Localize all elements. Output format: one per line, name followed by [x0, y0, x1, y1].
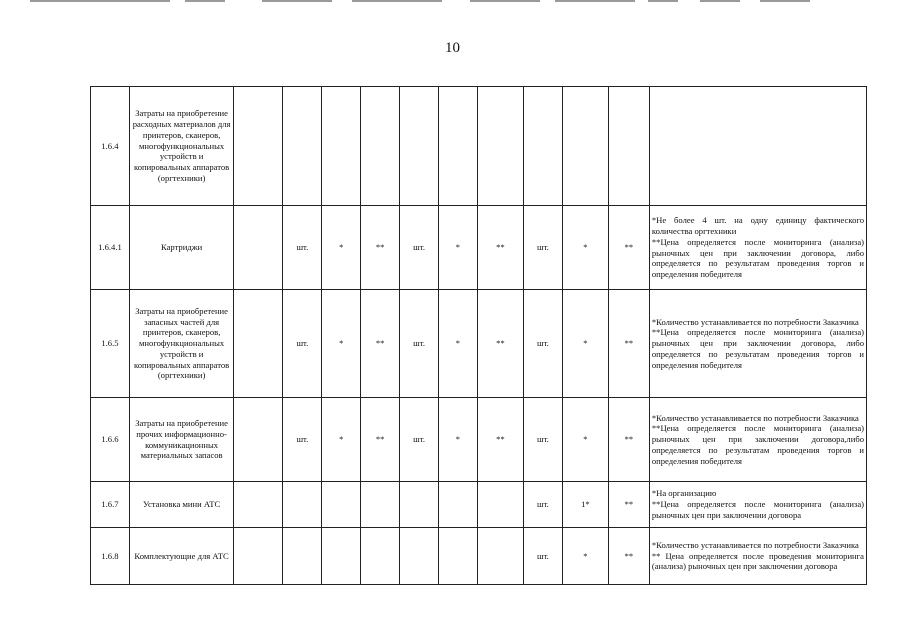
quantity-cell: * [562, 398, 608, 482]
note-line: ** Цена определяется после проведения мониторинга (анализа) рыночных цен при заключении договора [651, 550, 864, 572]
price-cell: ** [477, 290, 523, 398]
unit-cell: шт. [400, 398, 439, 482]
quantity-cell [322, 528, 361, 585]
price-cell: ** [608, 528, 649, 585]
blank-cell [234, 398, 283, 482]
note-line: *Количество устанавливается по потребности Заказчика [651, 316, 859, 327]
row-number: 1.6.8 [91, 528, 130, 585]
quantity-cell: * [439, 206, 478, 290]
note-cell [649, 206, 866, 290]
quantity-cell [439, 87, 478, 206]
table-row [91, 206, 867, 290]
quantity-cell: * [562, 528, 608, 585]
table-row [91, 87, 867, 206]
price-cell: ** [477, 206, 523, 290]
price-cell [361, 528, 400, 585]
unit-cell: шт. [523, 398, 562, 482]
unit-cell: шт. [283, 290, 322, 398]
quantity-cell [322, 87, 361, 206]
table-row [91, 290, 867, 398]
note-line: *Количество устанавливается по потребности Заказчика [651, 539, 859, 550]
note-line: *Не более 4 шт. на одну единицу фактического количества оргтехники [651, 215, 864, 236]
quantity-cell [439, 528, 478, 585]
unit-cell: шт. [523, 206, 562, 290]
quantity-cell: * [322, 398, 361, 482]
blank-cell [234, 290, 283, 398]
note-line: *Количество устанавливается по потребности Заказчика [651, 412, 859, 423]
quantity-cell: * [439, 290, 478, 398]
item-name: Картриджи [129, 206, 233, 290]
blank-cell [234, 482, 283, 528]
unit-cell [283, 482, 322, 528]
item-name: Комплектующие для АТС [129, 528, 233, 585]
note-line: **Цена определяется после мониторинга (анализа) рыночных цен при заключении договора, либо определяется по результатам проведения торгов и определения победителя [651, 327, 864, 370]
note-line: **Цена определяется после мониторинга (анализа) рыночных цен при заключении договора, либо определяется по результатам проведения торгов и определения победителя [651, 236, 864, 280]
unit-cell [400, 87, 439, 206]
note-cell [649, 528, 866, 585]
scan-edge-line [555, 0, 635, 2]
note-line: **Цена определяется после мониторинга (анализа) рыночных цен при заключении договора,либо определяется по результатам проведения торгов и определения победителя [651, 423, 864, 466]
scan-edge-line [30, 0, 170, 2]
price-cell [477, 87, 523, 206]
row-number: 1.6.4 [91, 87, 130, 206]
table-row [91, 398, 867, 482]
scan-edge-line [352, 0, 442, 2]
scan-edge-line [760, 0, 810, 2]
item-name: Затраты на приобретение расходных материалов для принтеров, сканеров, многофункциональных устройств и копировальных аппаратов (оргтехники) [129, 87, 233, 206]
item-name: Затраты на приобретение запасных частей для принтеров, сканеров, многофункциональных устройств и копировальных аппаратов (оргтехники) [129, 290, 233, 398]
price-cell: ** [608, 398, 649, 482]
item-name: Затраты на приобретение прочих информационно-коммуникационных материальных запасов [129, 398, 233, 482]
scan-edge-line [185, 0, 225, 2]
price-cell [608, 87, 649, 206]
price-cell [477, 482, 523, 528]
quantity-cell [439, 482, 478, 528]
note-cell [649, 398, 866, 482]
row-number: 1.6.7 [91, 482, 130, 528]
price-cell: ** [608, 290, 649, 398]
unit-cell: шт. [523, 290, 562, 398]
price-cell: ** [608, 482, 649, 528]
price-cell: ** [361, 290, 400, 398]
row-number: 1.6.6 [91, 398, 130, 482]
unit-cell [400, 482, 439, 528]
note-line: *На организацию [651, 488, 717, 499]
price-cell: ** [361, 398, 400, 482]
unit-cell: шт. [400, 290, 439, 398]
quantity-cell: * [322, 290, 361, 398]
note-line: **Цена определяется после мониторинга (анализа) рыночных цен при заключении договора [651, 499, 864, 520]
price-cell: ** [608, 206, 649, 290]
unit-cell: шт. [283, 398, 322, 482]
price-cell: ** [477, 398, 523, 482]
unit-cell [283, 528, 322, 585]
scan-edge-line [262, 0, 332, 2]
quantity-cell: * [562, 206, 608, 290]
unit-cell [283, 87, 322, 206]
price-cell [477, 528, 523, 585]
item-name: Установка мини АТС [129, 482, 233, 528]
scan-edge-line [648, 0, 678, 2]
unit-cell: шт. [283, 206, 322, 290]
price-cell [361, 87, 400, 206]
quantity-cell: * [562, 290, 608, 398]
unit-cell: шт. [523, 528, 562, 585]
quantity-cell: * [322, 206, 361, 290]
quantity-cell [322, 482, 361, 528]
blank-cell [234, 87, 283, 206]
note-cell [649, 87, 866, 206]
blank-cell [234, 206, 283, 290]
page-number: 10 [445, 40, 460, 56]
table-row [91, 482, 867, 528]
price-cell [361, 482, 400, 528]
price-cell: ** [361, 206, 400, 290]
scan-edge-line [470, 0, 540, 2]
unit-cell [400, 528, 439, 585]
scan-edge-line [700, 0, 740, 2]
blank-cell [234, 528, 283, 585]
unit-cell [523, 87, 562, 206]
unit-cell: шт. [523, 482, 562, 528]
quantity-cell [562, 87, 608, 206]
row-number: 1.6.5 [91, 290, 130, 398]
unit-cell: шт. [400, 206, 439, 290]
row-number: 1.6.4.1 [91, 206, 130, 290]
quantity-cell: 1* [562, 482, 608, 528]
note-cell [649, 482, 866, 528]
norms-table [90, 86, 867, 585]
note-cell [649, 290, 866, 398]
table-row [91, 528, 867, 585]
quantity-cell: * [439, 398, 478, 482]
